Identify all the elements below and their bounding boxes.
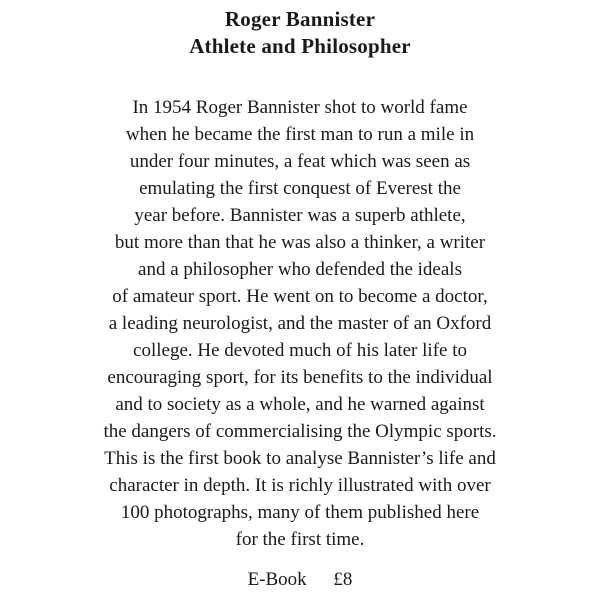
blurb-line: a leading neurologist, and the master of an Oxford <box>108 313 492 334</box>
blurb-line: for the first time. <box>235 529 365 550</box>
blurb-line: college. He devoted much of his later life to <box>133 340 467 361</box>
blurb-line: 100 photographs, many of them published here <box>120 502 480 523</box>
blurb-line: but more than that he was also a thinker, a writer <box>114 232 486 253</box>
blurb-line: year before. Bannister was a superb athlete, <box>134 205 466 226</box>
blurb-line: and to society as a whole, and he warned against <box>115 394 485 415</box>
blurb-line: This is the first book to analyse Bannister’s life and <box>104 448 496 469</box>
blurb-line: encouraging sport, for its benefits to the individual <box>107 367 493 388</box>
blurb-line: and a philosopher who defended the ideals <box>138 259 462 280</box>
price-row <box>0 568 600 592</box>
book-subtitle: Athlete and Philosopher <box>189 34 411 58</box>
blurb-line: under four minutes, a feat which was seen as <box>129 151 471 172</box>
format-label: E-Book <box>247 569 307 590</box>
blurb-line: emulating the first conquest of Everest the <box>139 178 461 199</box>
blurb-line: of amateur sport. He went on to become a doctor, <box>112 286 488 307</box>
book-blurb <box>0 94 600 553</box>
blurb-line: when he became the first man to run a mile in <box>125 124 475 145</box>
book-title: Roger Bannister <box>224 7 376 31</box>
title-block <box>0 6 600 60</box>
blurb-line: In 1954 Roger Bannister shot to world fame <box>132 97 468 118</box>
blurb-line: character in depth. It is richly illustrated with over <box>109 475 491 496</box>
blurb-line: the dangers of commercialising the Olympic sports. <box>103 421 497 442</box>
price-amount: £8 <box>333 569 353 590</box>
